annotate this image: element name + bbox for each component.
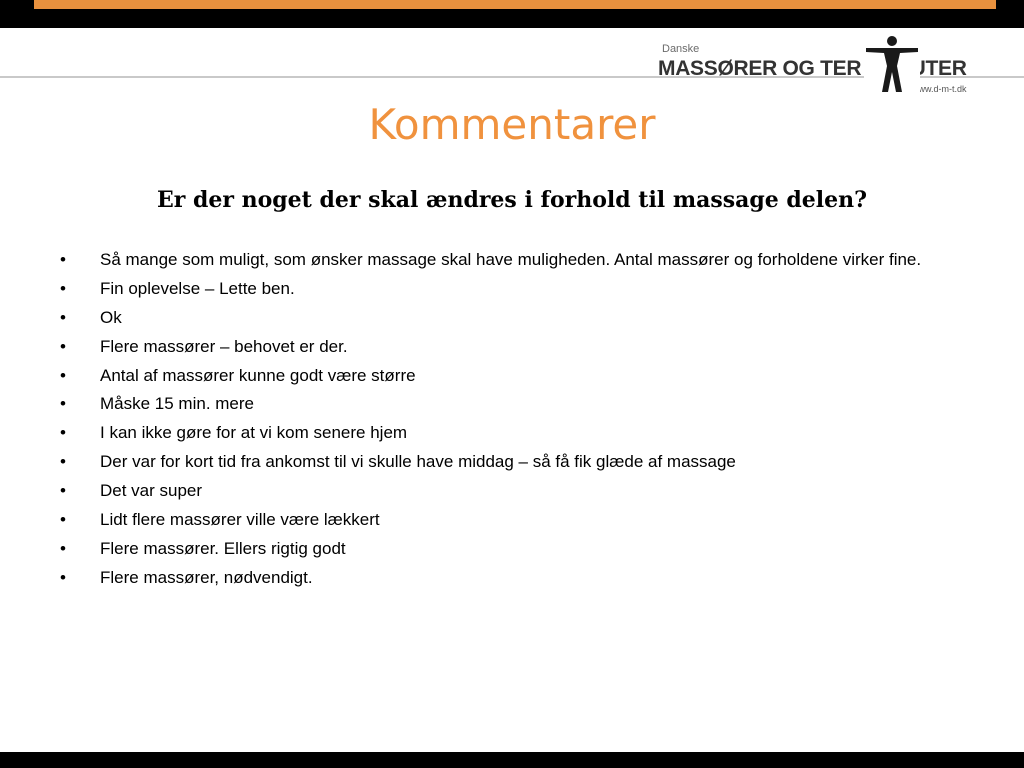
list-item-text: Flere massører – behovet er der. (100, 336, 348, 356)
list-item (58, 393, 978, 415)
list-item-text: Ok (100, 307, 122, 327)
list-item-text: Det var super (100, 481, 203, 501)
bullet-icon: • (60, 336, 66, 356)
bullet-icon: • (60, 394, 66, 414)
list-item (58, 451, 978, 473)
list-item (58, 336, 978, 358)
logo-url: www.d-m-t.dk (912, 84, 967, 94)
list-item-text: Flere massører, nødvendigt. (100, 567, 313, 587)
bullet-icon: • (60, 423, 66, 443)
list-item-text: Antal af massører kunne godt være større (100, 365, 416, 385)
bottom-black-bar (0, 752, 1024, 768)
list-item (58, 567, 978, 589)
list-item (58, 509, 978, 531)
bullet-icon: • (60, 510, 66, 530)
bullet-icon: • (60, 250, 66, 269)
slide-question: Er der noget der skal ændres i forhold til massage delen? (156, 187, 868, 213)
list-item (58, 422, 978, 444)
logo (656, 34, 996, 98)
list-item-text: Måske 15 min. mere (100, 394, 254, 414)
list-item (58, 307, 978, 329)
list-item-text: I kan ikke gøre for at vi kom senere hjem (100, 423, 408, 443)
top-orange-accent (34, 0, 996, 9)
list-item (58, 480, 978, 502)
bullet-icon: • (60, 278, 66, 298)
list-item-text: Der var for kort tid fra ankomst til vi skulle have middag – så få fik glæde af massage (100, 452, 736, 472)
bullet-icon: • (60, 567, 66, 587)
slide-title: Kommentarer (368, 100, 656, 149)
list-item-text: Fin oplevelse – Lette ben. (100, 278, 295, 298)
comments-list (58, 249, 978, 596)
list-item (58, 278, 978, 300)
logo-main-text-right: PEUTER (883, 57, 967, 80)
bullet-icon: • (60, 365, 66, 385)
list-item-text: Lidt flere massører ville være lækkert (100, 510, 380, 530)
list-item-text: Flere massører. Ellers rigtig godt (100, 538, 346, 558)
list-item (58, 365, 978, 387)
logo-small-text: Danske (662, 43, 700, 55)
logo-main-text (658, 58, 967, 79)
list-item-text: Så mange som muligt, som ønsker massage skal have muligheden. Antal massører og forholdene virker fine. (100, 250, 922, 269)
bullet-icon: • (60, 307, 66, 327)
bullet-icon: • (60, 538, 66, 558)
list-item (58, 249, 978, 271)
person-arms-spread-icon (864, 34, 920, 94)
bullet-icon: • (60, 452, 66, 472)
bullet-icon: • (60, 481, 66, 501)
logo-main-text-left: MASSØRER OG TER (658, 57, 862, 80)
list-item (58, 538, 978, 560)
